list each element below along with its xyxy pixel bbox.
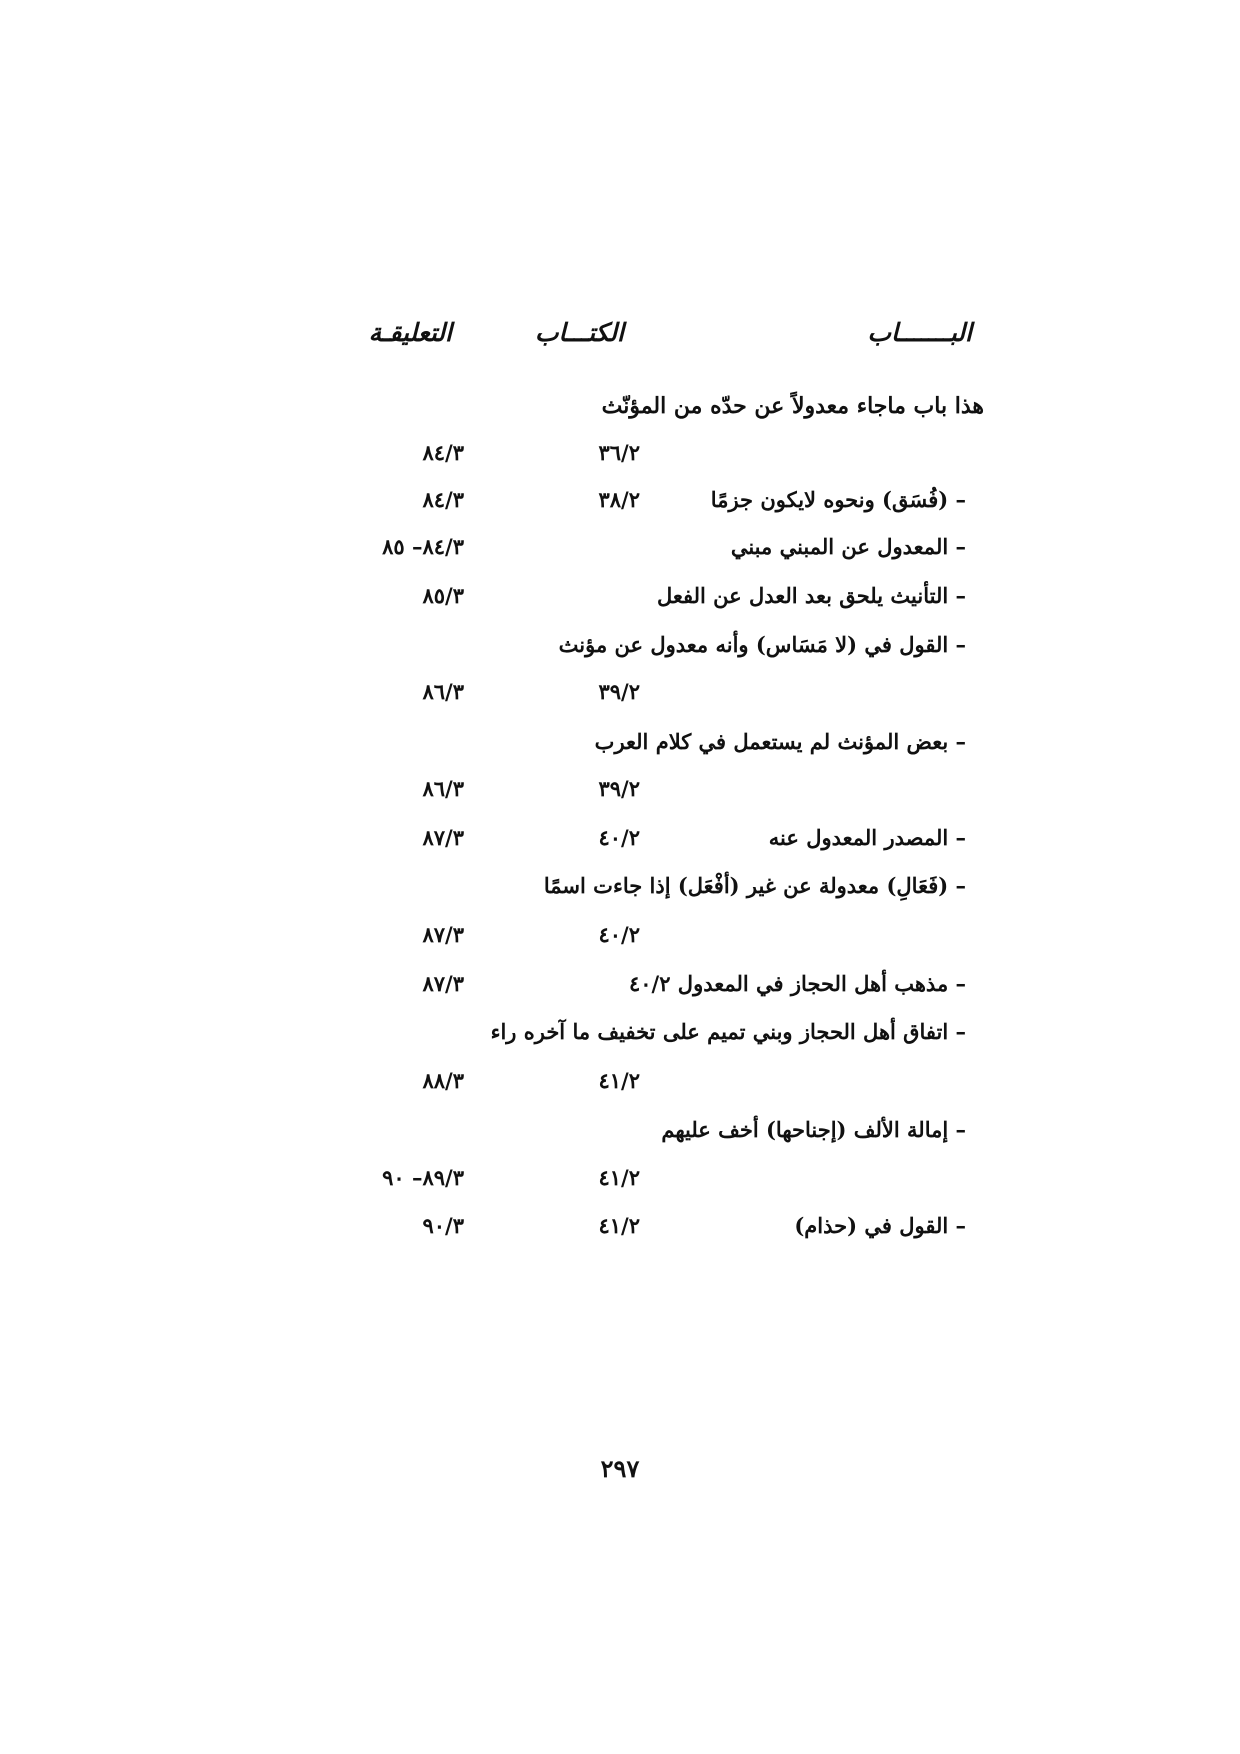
topic-text: – المصدر المعدول عنه	[768, 825, 966, 850]
kitab-reference: ٤١/٢	[598, 1068, 640, 1093]
taliqa-reference: ٨٥/٣	[422, 583, 464, 608]
taliqa-reference: ٨٤/٣– ٨٥	[382, 534, 464, 559]
taliqa-reference: ٨٤/٣	[422, 440, 464, 465]
topic-text: – القول في (حذام)	[794, 1213, 966, 1238]
index-row	[0, 1110, 1240, 1150]
taliqa-reference: ٨٩/٣– ٩٠	[382, 1165, 464, 1190]
index-row	[0, 527, 1240, 567]
kitab-reference: ٣٨/٢	[598, 487, 640, 512]
index-row	[0, 433, 1240, 473]
index-row	[0, 1061, 1240, 1101]
topic-text: – المعدول عن المبني مبني	[730, 534, 966, 559]
index-row	[0, 818, 1240, 858]
index-row	[0, 672, 1240, 712]
index-row	[0, 1206, 1240, 1246]
kitab-reference: ٤٠/٢	[598, 922, 640, 947]
index-row	[0, 576, 1240, 616]
topic-text: – مذهب أهل الحجاز في المعدول ٤٠/٢	[628, 971, 966, 996]
taliqa-reference: ٨٦/٣	[422, 679, 464, 704]
topic-text: – التأنيث يلحق بعد العدل عن الفعل	[656, 583, 966, 608]
index-row	[0, 480, 1240, 520]
column-header-kitab: الكتـــاب	[534, 318, 624, 347]
index-row	[0, 964, 1240, 1004]
taliqa-reference: ٨٦/٣	[422, 776, 464, 801]
kitab-reference: ٣٩/٢	[598, 679, 640, 704]
index-row	[0, 1158, 1240, 1198]
topic-text: – (فَعَالِ) معدولة عن غير (أفْعَل) إذا جاءت اسمًا	[543, 873, 966, 898]
topic-text: – بعض المؤنث لم يستعمل في كلام العرب	[594, 729, 966, 754]
index-row	[0, 1012, 1240, 1052]
taliqa-reference: ٨٧/٣	[422, 922, 464, 947]
topic-text: – (فُسَق) ونحوه لايكون جزمًا	[710, 487, 966, 512]
index-row	[0, 386, 1240, 426]
chapter-title: هذا باب ماجاء معدولاً عن حدّه من المؤنّث	[601, 393, 984, 419]
topic-text: – القول في (لا مَسَاس) وأنه معدول عن مؤنث	[558, 632, 966, 657]
index-row	[0, 625, 1240, 665]
column-header-bab: البـــــــاب	[867, 318, 972, 347]
topic-text: – إمالة الألف (إجناحها) أخف عليهم	[661, 1117, 966, 1142]
index-row	[0, 722, 1240, 762]
taliqa-reference: ٩٠/٣	[422, 1213, 464, 1238]
topic-text: – اتفاق أهل الحجاز وبني تميم على تخفيف ما آخره راء	[490, 1019, 966, 1044]
kitab-reference: ٣٩/٢	[598, 776, 640, 801]
index-row	[0, 769, 1240, 809]
kitab-reference: ٤١/٢	[598, 1165, 640, 1190]
index-row	[0, 866, 1240, 906]
kitab-reference: ٤٠/٢	[598, 825, 640, 850]
index-row	[0, 915, 1240, 955]
column-header-taliqa: التعليقـة	[368, 318, 452, 347]
taliqa-reference: ٨٤/٣	[422, 487, 464, 512]
kitab-reference: ٣٦/٢	[598, 440, 640, 465]
taliqa-reference: ٨٧/٣	[422, 825, 464, 850]
taliqa-reference: ٨٧/٣	[422, 971, 464, 996]
kitab-reference: ٤١/٢	[598, 1213, 640, 1238]
taliqa-reference: ٨٨/٣	[422, 1068, 464, 1093]
page-number: ٢٩٧	[600, 1454, 640, 1483]
